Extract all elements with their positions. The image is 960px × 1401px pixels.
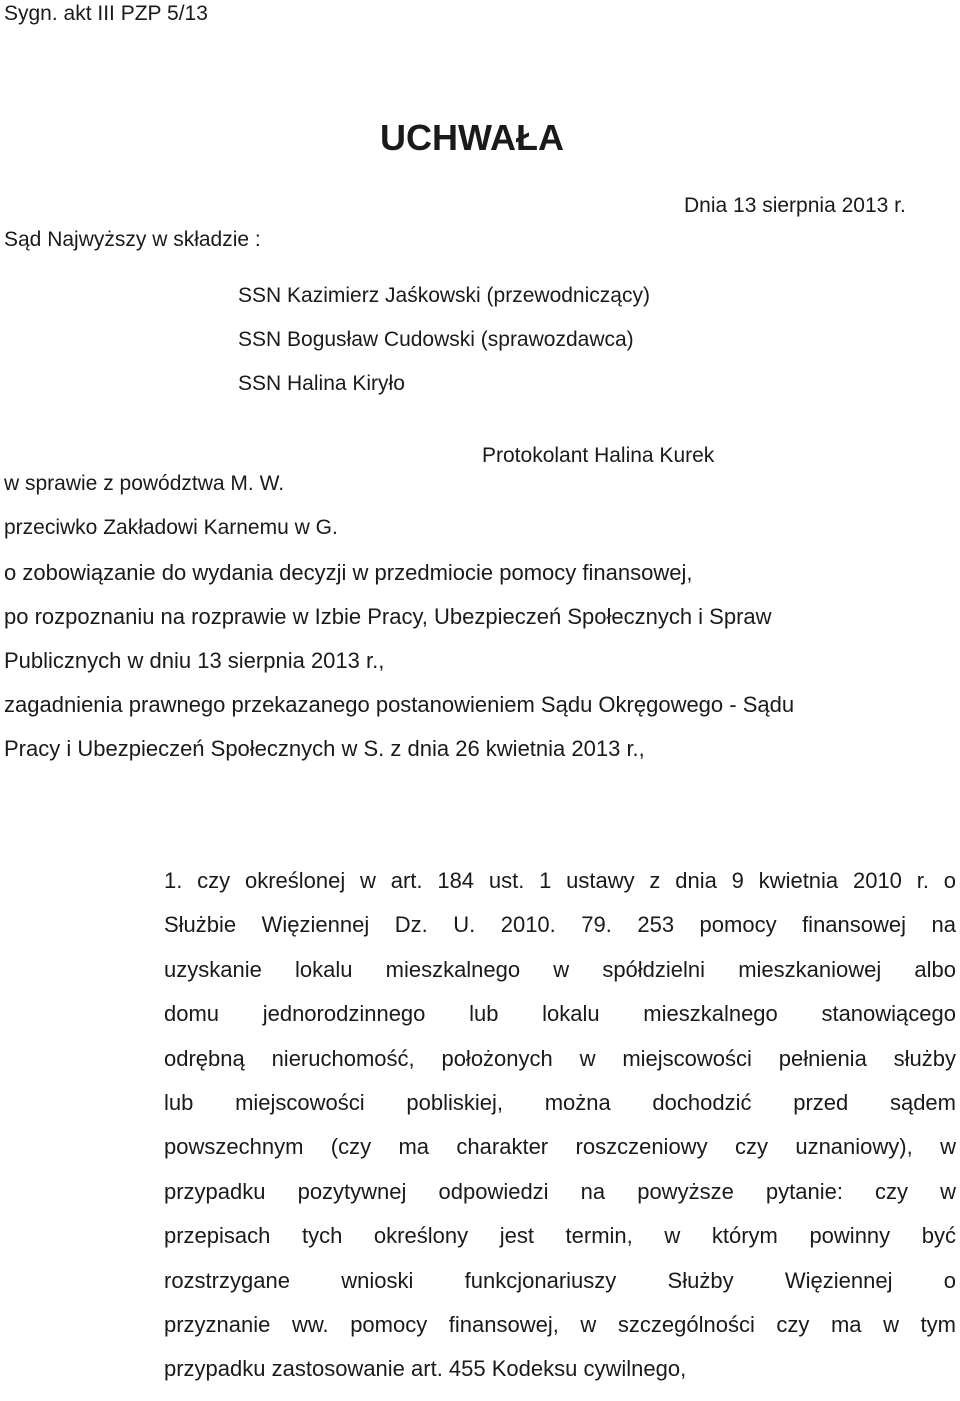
- question-line: 1. czy określonej w art. 184 ust. 1 ustawy z dnia 9 kwietnia 2010 r. o: [164, 868, 956, 893]
- question-line: uzyskanie lokalu mieszkalnego w spółdzielni mieszkaniowej albo: [164, 956, 956, 982]
- case-description-paragraph: [4, 560, 956, 780]
- case-plaintiff-line: w sprawie z powództwa M. W.: [4, 472, 285, 495]
- resolution-date: Dnia 13 sierpnia 2013 r.: [684, 194, 906, 217]
- question-line: domu jednorodzinnego lub lokalu mieszkalnego stanowiącego: [164, 1001, 956, 1027]
- court-composition-label: Sąd Najwyższy w składzie :: [4, 228, 261, 251]
- paragraph-line: Publicznych w dniu 13 sierpnia 2013 r.,: [4, 648, 385, 673]
- paragraph-line: po rozpoznaniu na rozprawie w Izbie Pracy, Ubezpieczeń Społecznych i Spraw: [4, 604, 772, 629]
- question-line: Służbie Więziennej Dz. U. 2010. 79. 253 pomocy finansowej na: [164, 912, 956, 938]
- judge-presiding: SSN Kazimierz Jaśkowski (przewodniczący): [238, 284, 650, 307]
- judge-member: SSN Halina Kiryło: [238, 372, 405, 395]
- question-line: przepisach tych określony jest termin, w którym powinny być: [164, 1223, 956, 1249]
- document-title: UCHWAŁA: [380, 117, 564, 158]
- paragraph-line: o zobowiązanie do wydania decyzji w przedmiocie pomocy finansowej,: [4, 560, 693, 585]
- question-line: lub miejscowości pobliskiej, można dochodzić przed sądem: [164, 1089, 956, 1115]
- paragraph-line: Pracy i Ubezpieczeń Społecznych w S. z dnia 26 kwietnia 2013 r.,: [4, 736, 645, 761]
- question-line: odrębną nieruchomość, położonych w miejscowości pełnienia służby: [164, 1045, 956, 1071]
- court-clerk: Protokolant Halina Kurek: [482, 444, 715, 467]
- judge-rapporteur: SSN Bogusław Cudowski (sprawozdawca): [238, 328, 634, 351]
- question-line: przypadku zastosowanie art. 455 Kodeksu cywilnego,: [164, 1356, 687, 1382]
- question-line: przypadku pozytywnej odpowiedzi na powyższe pytanie: czy w: [164, 1178, 956, 1204]
- question-line: rozstrzygane wnioski funkcjonariuszy Służby Więziennej o: [164, 1267, 956, 1293]
- case-signature: Sygn. akt III PZP 5/13: [4, 2, 208, 25]
- question-line: przyznanie ww. pomocy finansowej, w szczególności czy ma w tym: [164, 1311, 956, 1337]
- judges-list: [238, 284, 650, 416]
- paragraph-line: zagadnienia prawnego przekazanego postanowieniem Sądu Okręgowego - Sądu: [4, 692, 795, 717]
- case-defendant-line: przeciwko Zakładowi Karnemu w G.: [4, 516, 338, 539]
- legal-question: [164, 868, 956, 1401]
- question-line: powszechnym (czy ma charakter roszczeniowy czy uznaniowy), w: [164, 1134, 956, 1160]
